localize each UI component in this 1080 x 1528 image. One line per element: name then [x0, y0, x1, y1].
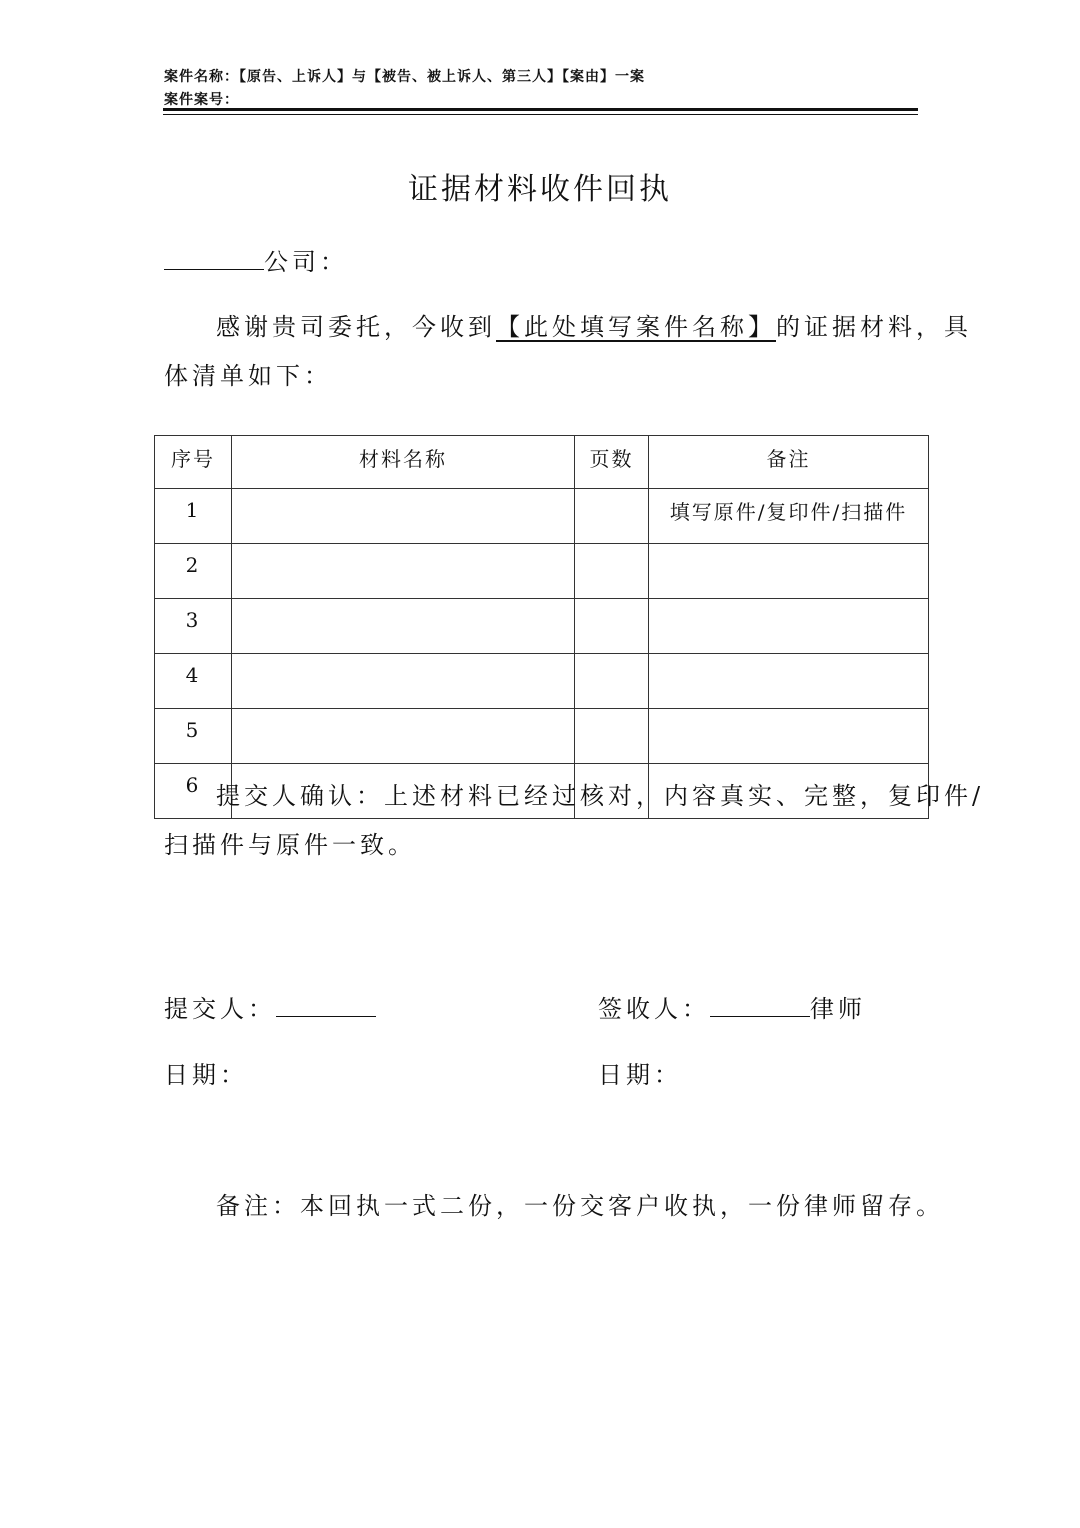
- addressee-suffix: 公司：: [264, 248, 348, 276]
- row-pages-cell[interactable]: [575, 489, 649, 544]
- intro-suffix: 的证据材料，具: [776, 313, 972, 341]
- intro-line-1: [216, 307, 972, 342]
- row-name-cell[interactable]: [232, 709, 575, 764]
- header-seq: 序号: [155, 436, 232, 489]
- submitter-label: 提交人：: [164, 995, 276, 1023]
- table-row: [155, 544, 929, 599]
- intro-prefix: 感谢贵司委托，今收到: [216, 313, 496, 341]
- row-name-cell[interactable]: [232, 489, 575, 544]
- row-name-cell[interactable]: [232, 599, 575, 654]
- company-name-blank[interactable]: [164, 269, 264, 270]
- row-pages-cell[interactable]: [575, 709, 649, 764]
- row-note-cell[interactable]: [649, 599, 929, 654]
- table-row: [155, 654, 929, 709]
- submitter-line: [164, 989, 376, 1024]
- row-note-cell[interactable]: [649, 654, 929, 709]
- row-seq: 5: [155, 709, 232, 764]
- row-seq: 6: [155, 764, 232, 819]
- submitter-date: 日期：: [164, 1061, 248, 1089]
- confirmation-line-2: 扫描件与原件一致。: [164, 831, 416, 859]
- table-row: [155, 599, 929, 654]
- materials-table: [154, 435, 929, 819]
- case-name-placeholder: 【此处填写案件名称】: [496, 313, 776, 341]
- header-rule-thin: [163, 114, 918, 115]
- row-seq: 1: [155, 489, 232, 544]
- row-name-cell[interactable]: [232, 654, 575, 709]
- header-case-number: 案件案号：: [164, 92, 239, 108]
- document-title: 证据材料收件回执: [408, 172, 672, 207]
- intro-line-2: 体清单如下：: [164, 362, 332, 390]
- confirmation-line-1: 提交人确认：上述材料已经过核对，内容真实、完整，复印件/: [216, 782, 985, 810]
- row-note-cell[interactable]: [649, 709, 929, 764]
- row-name-cell[interactable]: [232, 544, 575, 599]
- header-name: 材料名称: [232, 436, 575, 489]
- receiver-label: 签收人：: [598, 995, 710, 1023]
- table-row: [155, 489, 929, 544]
- receiver-suffix: 律师: [810, 995, 866, 1023]
- receiver-line: [598, 989, 866, 1024]
- submitter-signature-blank[interactable]: [276, 1016, 376, 1017]
- header-note: 备注: [649, 436, 929, 489]
- row-pages-cell[interactable]: [575, 654, 649, 709]
- row-note-cell[interactable]: [649, 544, 929, 599]
- footnote: 备注：本回执一式二份，一份交客户收执，一份律师留存。: [216, 1192, 944, 1220]
- header-rule-thick: [163, 108, 918, 111]
- row-seq: 4: [155, 654, 232, 709]
- row-note-cell[interactable]: 填写原件/复印件/扫描件: [649, 489, 929, 544]
- header-case-name: 案件名称：【原告、上诉人】与【被告、被上诉人、第三人】【案由】一案: [164, 69, 645, 85]
- receiver-date: 日期：: [598, 1061, 682, 1089]
- table-header-row: [155, 436, 929, 489]
- row-pages-cell[interactable]: [575, 544, 649, 599]
- row-pages-cell[interactable]: [575, 599, 649, 654]
- table-row: [155, 709, 929, 764]
- header-pages: 页数: [575, 436, 649, 489]
- receiver-signature-blank[interactable]: [710, 1016, 810, 1017]
- row-seq: 2: [155, 544, 232, 599]
- row-seq: 3: [155, 599, 232, 654]
- addressee-line: [164, 242, 348, 277]
